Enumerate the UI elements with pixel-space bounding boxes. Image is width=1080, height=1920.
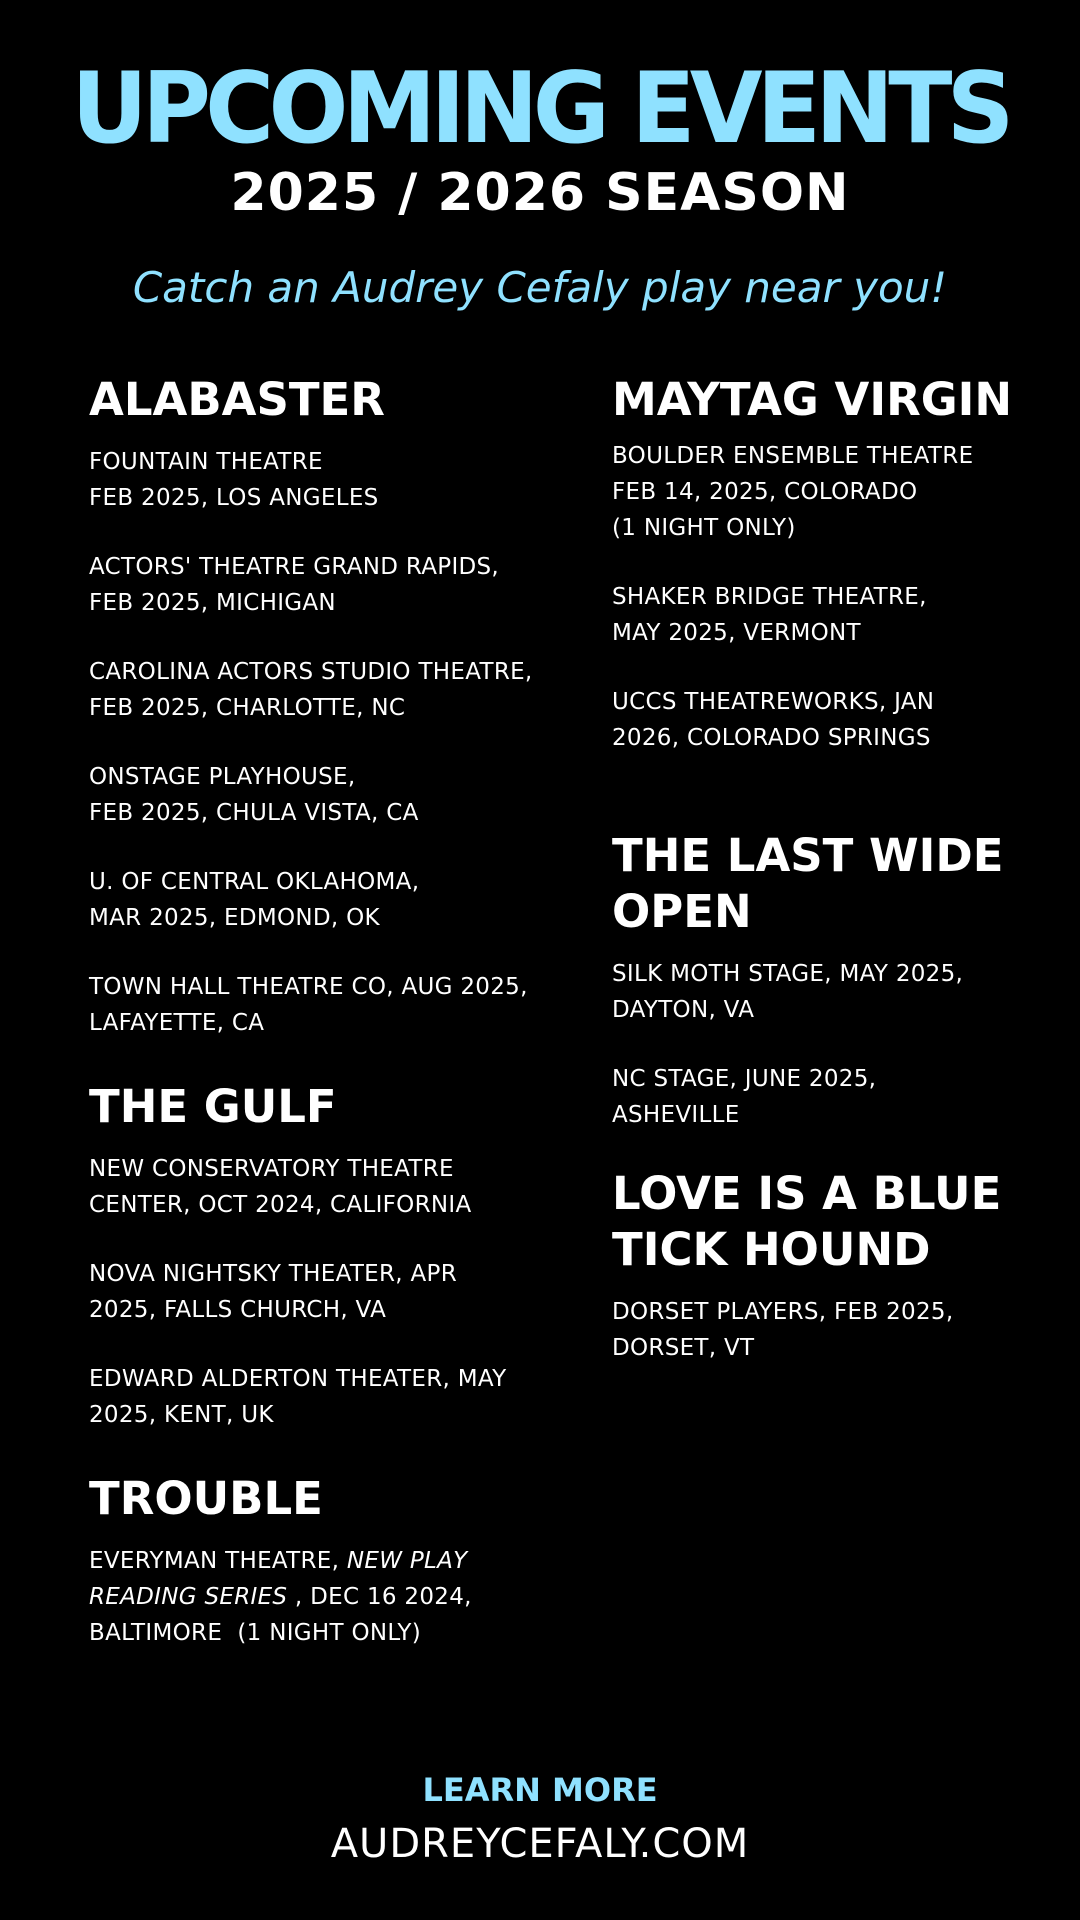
play-the-gulf [89, 1079, 559, 1433]
play-love-is-a-blue-tick-hound [612, 1166, 1042, 1366]
website-link[interactable]: AUDREYCEFALY.COM [330, 1821, 750, 1867]
event-item: NC STAGE, JUNE 2025, ASHEVILLE [612, 1066, 877, 1128]
play-the-last-wide-open [612, 828, 1042, 1133]
header [0, 50, 1080, 314]
event-item [89, 1543, 559, 1651]
play-title: TROUBLE [89, 1472, 323, 1525]
play-title: ALABASTER [89, 373, 385, 426]
page-title: UPCOMING EVENTS [71, 52, 1009, 166]
event-venue: EVERYMAN THEATRE, [89, 1548, 347, 1574]
event-series-cont: READING SERIES [89, 1584, 288, 1610]
tagline: Catch an Audrey Cefaly play near you! [132, 263, 948, 312]
play-title: LOVE IS A BLUE TICK HOUND [612, 1167, 1002, 1276]
play-title: THE GULF [89, 1080, 337, 1133]
event-item: FOUNTAIN THEATRE FEB 2025, LOS ANGELES [89, 449, 379, 511]
event-item: NOVA NIGHTSKY THEATER, APR 2025, FALLS CHURCH, VA [89, 1261, 457, 1323]
event-item: BOULDER ENSEMBLE THEATRE FEB 14, 2025, COLORADO (1 NIGHT ONLY) [612, 443, 974, 541]
event-item: UCCS THEATREWORKS, JAN 2026, COLORADO SPRINGS [612, 689, 935, 751]
right-column [612, 372, 1042, 1399]
event-item: TOWN HALL THEATRE CO, AUG 2025, LAFAYETTE, CA [89, 974, 528, 1036]
event-item: EDWARD ALDERTON THEATER, MAY 2025, KENT, UK [89, 1366, 507, 1428]
play-maytag-virgin [612, 372, 1042, 756]
event-item: SILK MOTH STAGE, MAY 2025, DAYTON, VA [612, 961, 964, 1023]
event-item: DORSET PLAYERS, FEB 2025, DORSET, VT [612, 1299, 954, 1361]
event-date: , DEC 16 2024, [287, 1584, 472, 1610]
left-column [89, 372, 559, 1684]
event-item: SHAKER BRIDGE THEATRE, MAY 2025, VERMONT [612, 584, 927, 646]
footer [0, 1770, 1080, 1870]
play-alabaster [89, 372, 559, 1041]
play-title: THE LAST WIDE OPEN [612, 829, 1004, 938]
event-series: NEW PLAY [346, 1548, 468, 1574]
event-item: ONSTAGE PLAYHOUSE, FEB 2025, CHULA VISTA, CA [89, 764, 419, 826]
event-item: NEW CONSERVATORY THEATRE CENTER, OCT 2024, CALIFORNIA [89, 1156, 472, 1218]
event-item: CAROLINA ACTORS STUDIO THEATRE, FEB 2025, CHARLOTTE, NC [89, 659, 533, 721]
learn-more-link[interactable]: LEARN MORE [422, 1771, 658, 1809]
season-subtitle: 2025 / 2026 SEASON [230, 163, 850, 223]
event-location: BALTIMORE (1 NIGHT ONLY) [89, 1620, 422, 1646]
event-item: ACTORS' THEATRE GRAND RAPIDS, FEB 2025, MICHIGAN [89, 554, 500, 616]
play-trouble [89, 1471, 559, 1651]
event-item: U. OF CENTRAL OKLAHOMA, MAR 2025, EDMOND, OK [89, 869, 420, 931]
play-title: MAYTAG VIRGIN [612, 373, 1013, 426]
